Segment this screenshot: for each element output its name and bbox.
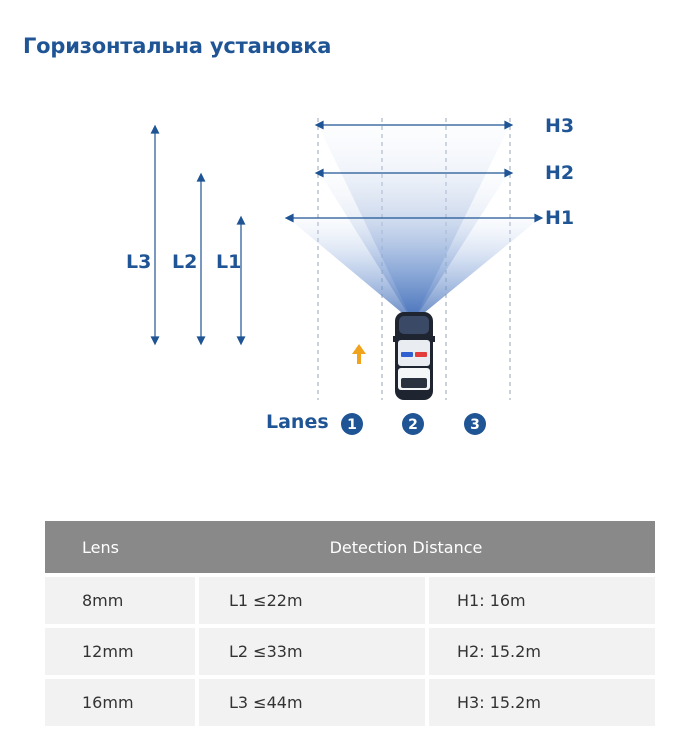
cell-range: L3 ≤44m xyxy=(199,679,425,726)
cell-lens: 12mm xyxy=(45,628,195,675)
lane-number-text: 2 xyxy=(408,417,418,433)
range-label-l1: L1 xyxy=(216,251,242,273)
table-row xyxy=(45,577,655,624)
width-label-h2: H2 xyxy=(545,162,575,184)
cell-width: H3: 15.2m xyxy=(429,679,655,726)
arrowhead xyxy=(238,217,245,224)
cell-range: L2 ≤33m xyxy=(199,628,425,675)
arrowhead xyxy=(198,174,205,181)
table-header xyxy=(45,521,655,573)
width-label-h3: H3 xyxy=(545,115,575,137)
range-label-l2: L2 xyxy=(172,251,198,273)
table-row xyxy=(45,679,655,726)
range-label-l3: L3 xyxy=(126,251,152,273)
cell-range: L1 ≤22m xyxy=(199,577,425,624)
detection-beams xyxy=(288,125,540,322)
cell-width: H2: 15.2m xyxy=(429,628,655,675)
lane-number-1 xyxy=(341,413,363,435)
arrowhead xyxy=(152,126,159,133)
table-row xyxy=(45,628,655,675)
lane-number-text: 1 xyxy=(347,417,357,433)
lanes-label: Lanes xyxy=(266,411,329,433)
header-detection-distance: Detection Distance xyxy=(329,537,483,557)
arrowhead xyxy=(198,337,205,344)
beam-h1 xyxy=(288,218,540,322)
header-lens: Lens xyxy=(82,537,119,557)
cell-lens: 16mm xyxy=(45,679,195,726)
arrowhead xyxy=(238,337,245,344)
cell-lens: 8mm xyxy=(45,577,195,624)
cell-width: H1: 16m xyxy=(429,577,655,624)
width-label-h1: H1 xyxy=(545,207,575,229)
specs-table xyxy=(45,521,655,726)
police-car-icon xyxy=(393,312,435,400)
page-title: Горизонтальна установка xyxy=(23,34,332,58)
arrowhead xyxy=(152,337,159,344)
range-arrows xyxy=(152,126,245,344)
lane-number-2 xyxy=(402,413,424,435)
lane-number-3 xyxy=(464,413,486,435)
lane-number-text: 3 xyxy=(470,417,480,433)
direction-arrow-icon xyxy=(352,344,366,364)
arrowhead xyxy=(535,215,542,222)
arrowhead xyxy=(286,215,293,222)
